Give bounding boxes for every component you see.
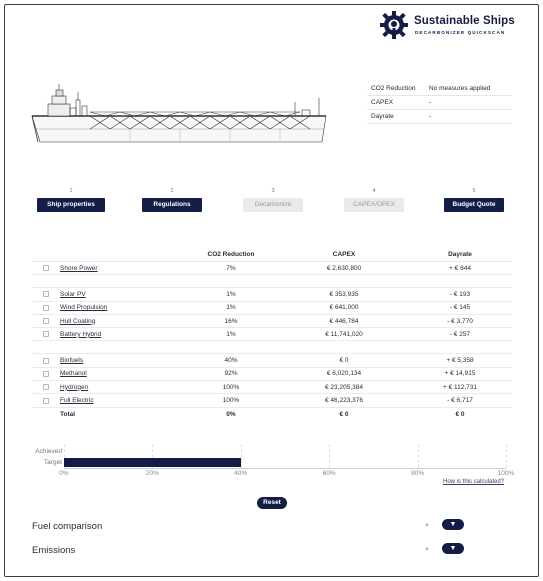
summary-row-co2: CO2 Reduction No measures applied — [367, 82, 511, 96]
header-capex: CAPEX — [332, 251, 356, 258]
table-header — [32, 248, 512, 262]
axis-tick-label: 60% — [322, 470, 336, 477]
measure-co2: 92% — [224, 370, 238, 378]
gridline — [329, 444, 330, 468]
measure-name-link[interactable]: Solar PV — [60, 290, 86, 298]
measure-dayrate: - € 3,770 — [447, 317, 473, 325]
brand-name: Sustainable Ships — [414, 15, 515, 27]
gridline — [506, 444, 507, 468]
measure-dayrate: - € 193 — [449, 290, 471, 298]
axis-tick-label: 100% — [497, 470, 515, 477]
measure-co2: 16% — [224, 317, 238, 325]
measures-table — [32, 248, 512, 421]
measure-checkbox[interactable] — [43, 371, 49, 377]
measure-dayrate: - € 145 — [449, 304, 471, 312]
chevron-up-icon[interactable]: ▲ — [424, 522, 430, 528]
gridline — [418, 444, 419, 468]
progress-axis — [64, 468, 506, 469]
step-capex-opex: 4 CAPEX/OPEX — [334, 188, 414, 212]
measure-dayrate: - € 6,717 — [447, 397, 473, 405]
accordion-emissions[interactable] — [32, 543, 472, 557]
accordion-title: Emissions — [32, 545, 76, 556]
measure-capex: € 641,000 — [329, 304, 359, 312]
measure-dayrate: + € 14,915 — [444, 370, 476, 378]
table-row — [32, 394, 512, 407]
measure-name-link[interactable]: Biofuels — [60, 357, 84, 365]
table-row — [32, 328, 512, 341]
step-regulations: 2 Regulations — [132, 188, 212, 212]
measure-co2: 7% — [226, 264, 236, 272]
measure-co2: 1% — [226, 290, 236, 298]
step-ship-properties: 1 Ship properties — [31, 188, 111, 212]
gridline — [241, 444, 242, 468]
measure-capex: € 23,205,384 — [325, 383, 363, 391]
table-group-spacer — [32, 341, 512, 354]
measure-co2: 1% — [226, 304, 236, 312]
measure-name-link[interactable]: Battery Hybrid — [60, 330, 102, 338]
measure-co2: 40% — [224, 357, 238, 365]
measure-capex: € 446,784 — [329, 317, 359, 325]
table-row — [32, 368, 512, 381]
table-total-row: Total 0% € 0 € 0 — [60, 410, 465, 418]
table-row — [32, 354, 512, 367]
measure-name-link[interactable]: Shore Power — [60, 264, 98, 272]
step-decarbonize: 3 Decarbonize — [233, 188, 313, 212]
axis-tick-label: 80% — [411, 470, 425, 477]
chevron-down-icon[interactable]: ▼ — [442, 519, 464, 530]
brand-logo[interactable] — [378, 9, 515, 41]
table-body — [32, 262, 512, 408]
measure-co2: 100% — [222, 397, 240, 405]
target-bar — [64, 458, 241, 467]
measure-name-link[interactable]: Wind Propulsion — [60, 304, 108, 312]
measure-capex: € 2,630,800 — [326, 264, 362, 272]
measure-capex: € 6,020,134 — [326, 370, 362, 378]
measure-co2: 100% — [222, 383, 240, 391]
how-calculated-link[interactable]: How is this calculated? — [443, 479, 505, 485]
table-row — [32, 315, 512, 328]
measure-name-link[interactable]: Hull Coating — [60, 317, 96, 325]
measure-name-link[interactable]: Methanol — [60, 370, 87, 378]
measure-name-link[interactable]: Full Electric — [60, 397, 94, 405]
axis-tick-label: 20% — [145, 470, 159, 477]
brand-tagline: DECARBONIZER QUICKSCAN — [415, 30, 506, 35]
table-row — [32, 302, 512, 315]
measure-checkbox[interactable] — [43, 398, 49, 404]
summary-row-dayrate: Dayrate - — [367, 110, 511, 124]
summary-row-capex: CAPEX - — [367, 96, 511, 110]
axis-tick-label: 0% — [59, 470, 69, 477]
capex-opex-button[interactable]: CAPEX/OPEX — [344, 198, 404, 212]
measure-co2: 1% — [226, 330, 236, 338]
measure-dayrate: + € 112,731 — [442, 383, 478, 391]
measure-capex: € 46,223,376 — [325, 397, 363, 405]
measure-checkbox[interactable] — [43, 331, 49, 337]
axis-tick-label: 40% — [234, 470, 248, 477]
header-dayrate: Dayrate — [448, 251, 472, 258]
measure-dayrate: - € 257 — [449, 330, 471, 338]
chevron-down-icon[interactable]: ▼ — [442, 543, 464, 554]
table-row — [32, 381, 512, 394]
decarbonize-button[interactable]: Decarbonize — [243, 198, 303, 212]
measure-dayrate: + € 844 — [449, 264, 471, 272]
reset-button[interactable]: Reset — [257, 497, 287, 509]
target-label: Target — [43, 459, 62, 466]
regulations-button[interactable]: Regulations — [142, 198, 202, 212]
measure-checkbox[interactable] — [43, 318, 49, 324]
measure-checkbox[interactable] — [43, 291, 49, 297]
measure-checkbox[interactable] — [43, 358, 49, 364]
table-row — [32, 288, 512, 301]
summary-panel — [367, 82, 511, 124]
co2-progress-chart — [30, 444, 516, 494]
measure-capex: € 11,741,020 — [325, 330, 363, 338]
table-group-spacer — [32, 275, 512, 288]
measure-capex: € 353,935 — [329, 290, 359, 298]
chevron-up-icon[interactable]: ▲ — [424, 546, 430, 552]
measure-dayrate: + € 5,358 — [446, 357, 474, 365]
accordion-title: Fuel comparison — [32, 521, 103, 532]
measure-checkbox[interactable] — [43, 265, 49, 271]
table-row — [32, 262, 512, 275]
gear-bulb-icon — [378, 9, 410, 41]
budget-quote-button[interactable]: Budget Quote — [444, 198, 504, 212]
measure-checkbox[interactable] — [43, 384, 49, 390]
header-co2: CO2 Reduction — [207, 251, 255, 258]
achieved-label: Achieved — [35, 448, 62, 455]
ship-drawing — [30, 82, 330, 152]
ship-properties-button[interactable]: Ship properties — [37, 198, 105, 212]
step-budget-quote: 5 Budget Quote — [434, 188, 514, 212]
accordion-fuel-comparison[interactable] — [32, 519, 472, 533]
measure-checkbox[interactable] — [43, 305, 49, 311]
measure-capex: € 0 — [339, 357, 349, 365]
measure-name-link[interactable]: Hydrogen — [60, 383, 89, 391]
